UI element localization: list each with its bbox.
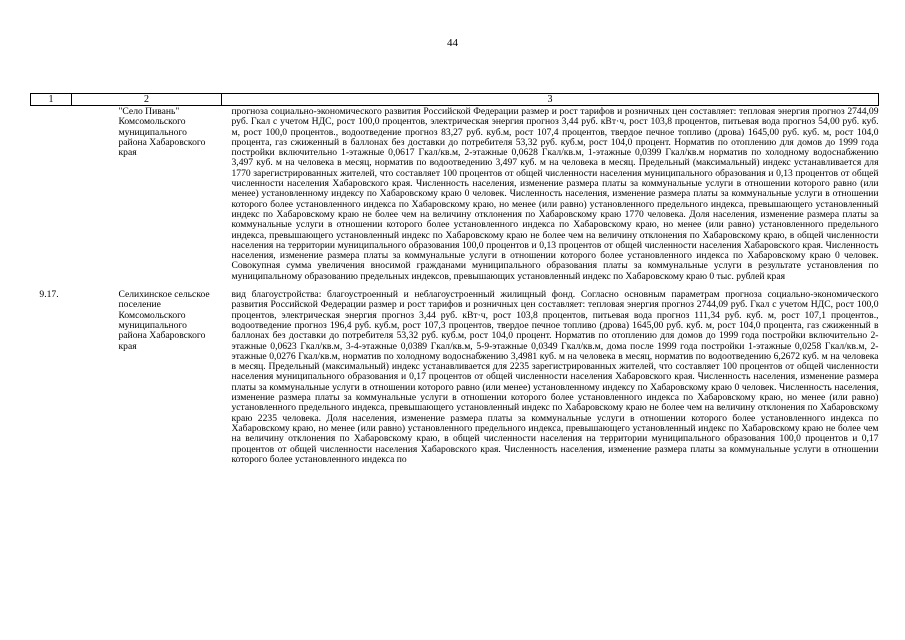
row-number: 9.17. <box>39 289 59 301</box>
column-header-1: 1 <box>31 94 72 106</box>
column-header-3: 3 <box>222 94 879 106</box>
page-number: 44 <box>447 37 458 49</box>
table-row <box>31 106 879 283</box>
table-body <box>31 106 879 466</box>
tariff-table <box>30 93 879 465</box>
tariff-description: прогноза социально-экономического развития Российской Федерации размер и рост тарифов и розничных цен составляет: тепловая энергия прогноз 2744,09 руб. Гкал с учетом НДС, рост 100,0 процентов, электрическая энергия прогноз 3,44 руб. кВт·ч, рост 103,8 процентов, питьевая вода прогноз 54,00 руб. куб. м, рост 100,0 процентов., водоотведение прогноз 83,27 руб. куб.м, рост 107,4 процентов, твердое печное топливо (дрова) 1645,00 руб. куб. м, рост 104,0 процента, газ сжиженный в баллонах без доставки до потребителя 53,32 руб. куб.м, рост 104,0 процент. Норматив по отоплению для домов до 1999 года постройки включительно 1-этажные 0,0617 Гкал/кв.м, 2-этажные 0,0628 Гкал/кв.м, 1-этажные 0,0399 Гкал/кв.м норматив по холодному водоснабжению 3,497 куб. м на человека в месяц, норматив по водоотведению 3,497 куб. м на человека в месяц. Предельный (максимальный) индекс устанавливается для 1770 зарегистрированных жителей, что составляет 100 процентов от общей численности населения муниципального образования и 0,13 процентов от общей численности населения Хабаровского края. Численность населения, изменение размера платы за коммунальные услуги в отношении которого равно (или менее) установленному индексу по Хабаровскому краю 0 человек. Численность населения, изменение размера платы за коммунальные услуги в отношении которого более установленного индекса по Хабаровскому краю, но менее (или равно) установленного предельного индекса, превышающего установленный индекс по Хабаровскому краю не более чем на величину отклонения по Хабаровскому краю 1770 человека. Доля населения, изменение размера платы за коммунальные услуги в отношении которого более установленного индекса по Хабаровскому краю, но менее (или равно) установленного предельного индекса, превышающего установленный индекс по Хабаровскому краю не более чем на величину отклонения по Хабаровскому краю, в общей численности населения на территории муниципального образования 100,0 процентов и 0,13 процентов от общей численности населения Хабаровского края. Численность населения, изменение размера платы за коммунальные услуги в отношении которого более установленного индекса по Хабаровскому краю 0 человек. Совокупная сумма увеличения вносимой гражданами муниципального образования платы за коммунальные услуги в результате установления по муниципальному образованию предельных индексов, превышающих установленный индекс по Хабаровскому краю 0 тыс. рублей края <box>231 106 879 282</box>
municipality-name: "Село Пивань" Комсомольского муниципального района Хабаровского края <box>118 106 206 159</box>
tariff-description: вид благоустройства: благоустроенный и неблагоустроенный жилищный фонд. Согласно основным параметрам прогноза социально-экономического развития Российской Федерации размер и рост тарифов и розничных цен составляет: тепловая энергия прогноз 2744,09 руб. Гкал с учетом НДС, рост 100,0 процентов, электрическая энергия прогноз 3,44 руб. кВт·ч, рост 103,8 процентов, питьевая вода прогноз 111,34 руб. куб. м, рост 107,1 процентов., водоотведение прогноз 196,4 руб. куб.м, рост 107,3 процентов, твердое печное топливо (дрова) 1645,00 руб. куб. м, рост 104,0 процента, газ сжиженный в баллонах без доставки до потребителя 53,32 руб. куб.м, рост 104,0 процент. Норматив по отоплению для домов до 1999 года постройки включительно 2-этажные 0,0623 Гкал/кв.м, 3-4-этажные 0,0389 Гкал/кв.м, 5-9-этажные 0,0349 Гкал/кв.м, дома после 1999 года постройки 1-этажные 0,0258 Гкал/кв.м, 2-этажные 0,0276 Гкал/кв.м, норматив по холодному водоснабжению 3,4981 куб. м на человека в месяц, норматив по водоотведению 6,2672 куб. м на человека в месяц. Предельный (максимальный) индекс устанавливается для 2235 зарегистрированных жителей, что составляет 100 процентов от общей численности населения муниципального образования и 0,17 процентов от общей численности населения Хабаровского края. Численность населения, изменение размера платы за коммунальные услуги в отношении которого равно (или менее) установленному индексу по Хабаровскому краю 0 человек. Численность населения, изменение размера платы за коммунальные услуги в отношении которого более установленного индекса по Хабаровскому краю, но менее (или равно) установленного предельного индекса, превышающего установленный индекс по Хабаровскому краю не более чем на величину отклонения по Хабаровскому краю 2235 человека. Доля населения, изменение размера платы за коммунальные услуги в отношении которого более установленного индекса по Хабаровскому краю, но менее (или равно) установленного предельного индекса, превышающего установленный индекс по Хабаровскому краю не более чем на величину отклонения по Хабаровскому краю, в общей численности населения на территории муниципального образования 100,0 процентов и 0,17 процентов от общей численности населения Хабаровского края. Численность населения, изменение размера платы за коммунальные услуги в отношении которого более установленного индекса по <box>231 289 879 465</box>
table-row <box>31 282 879 465</box>
row-number <box>31 106 72 283</box>
municipality-name: Селихинское сельское поселение Комсомольского муниципального района Хабаровского края <box>118 289 210 352</box>
table-header-row <box>31 94 879 106</box>
column-header-2: 2 <box>72 94 222 106</box>
table-header <box>31 94 879 106</box>
